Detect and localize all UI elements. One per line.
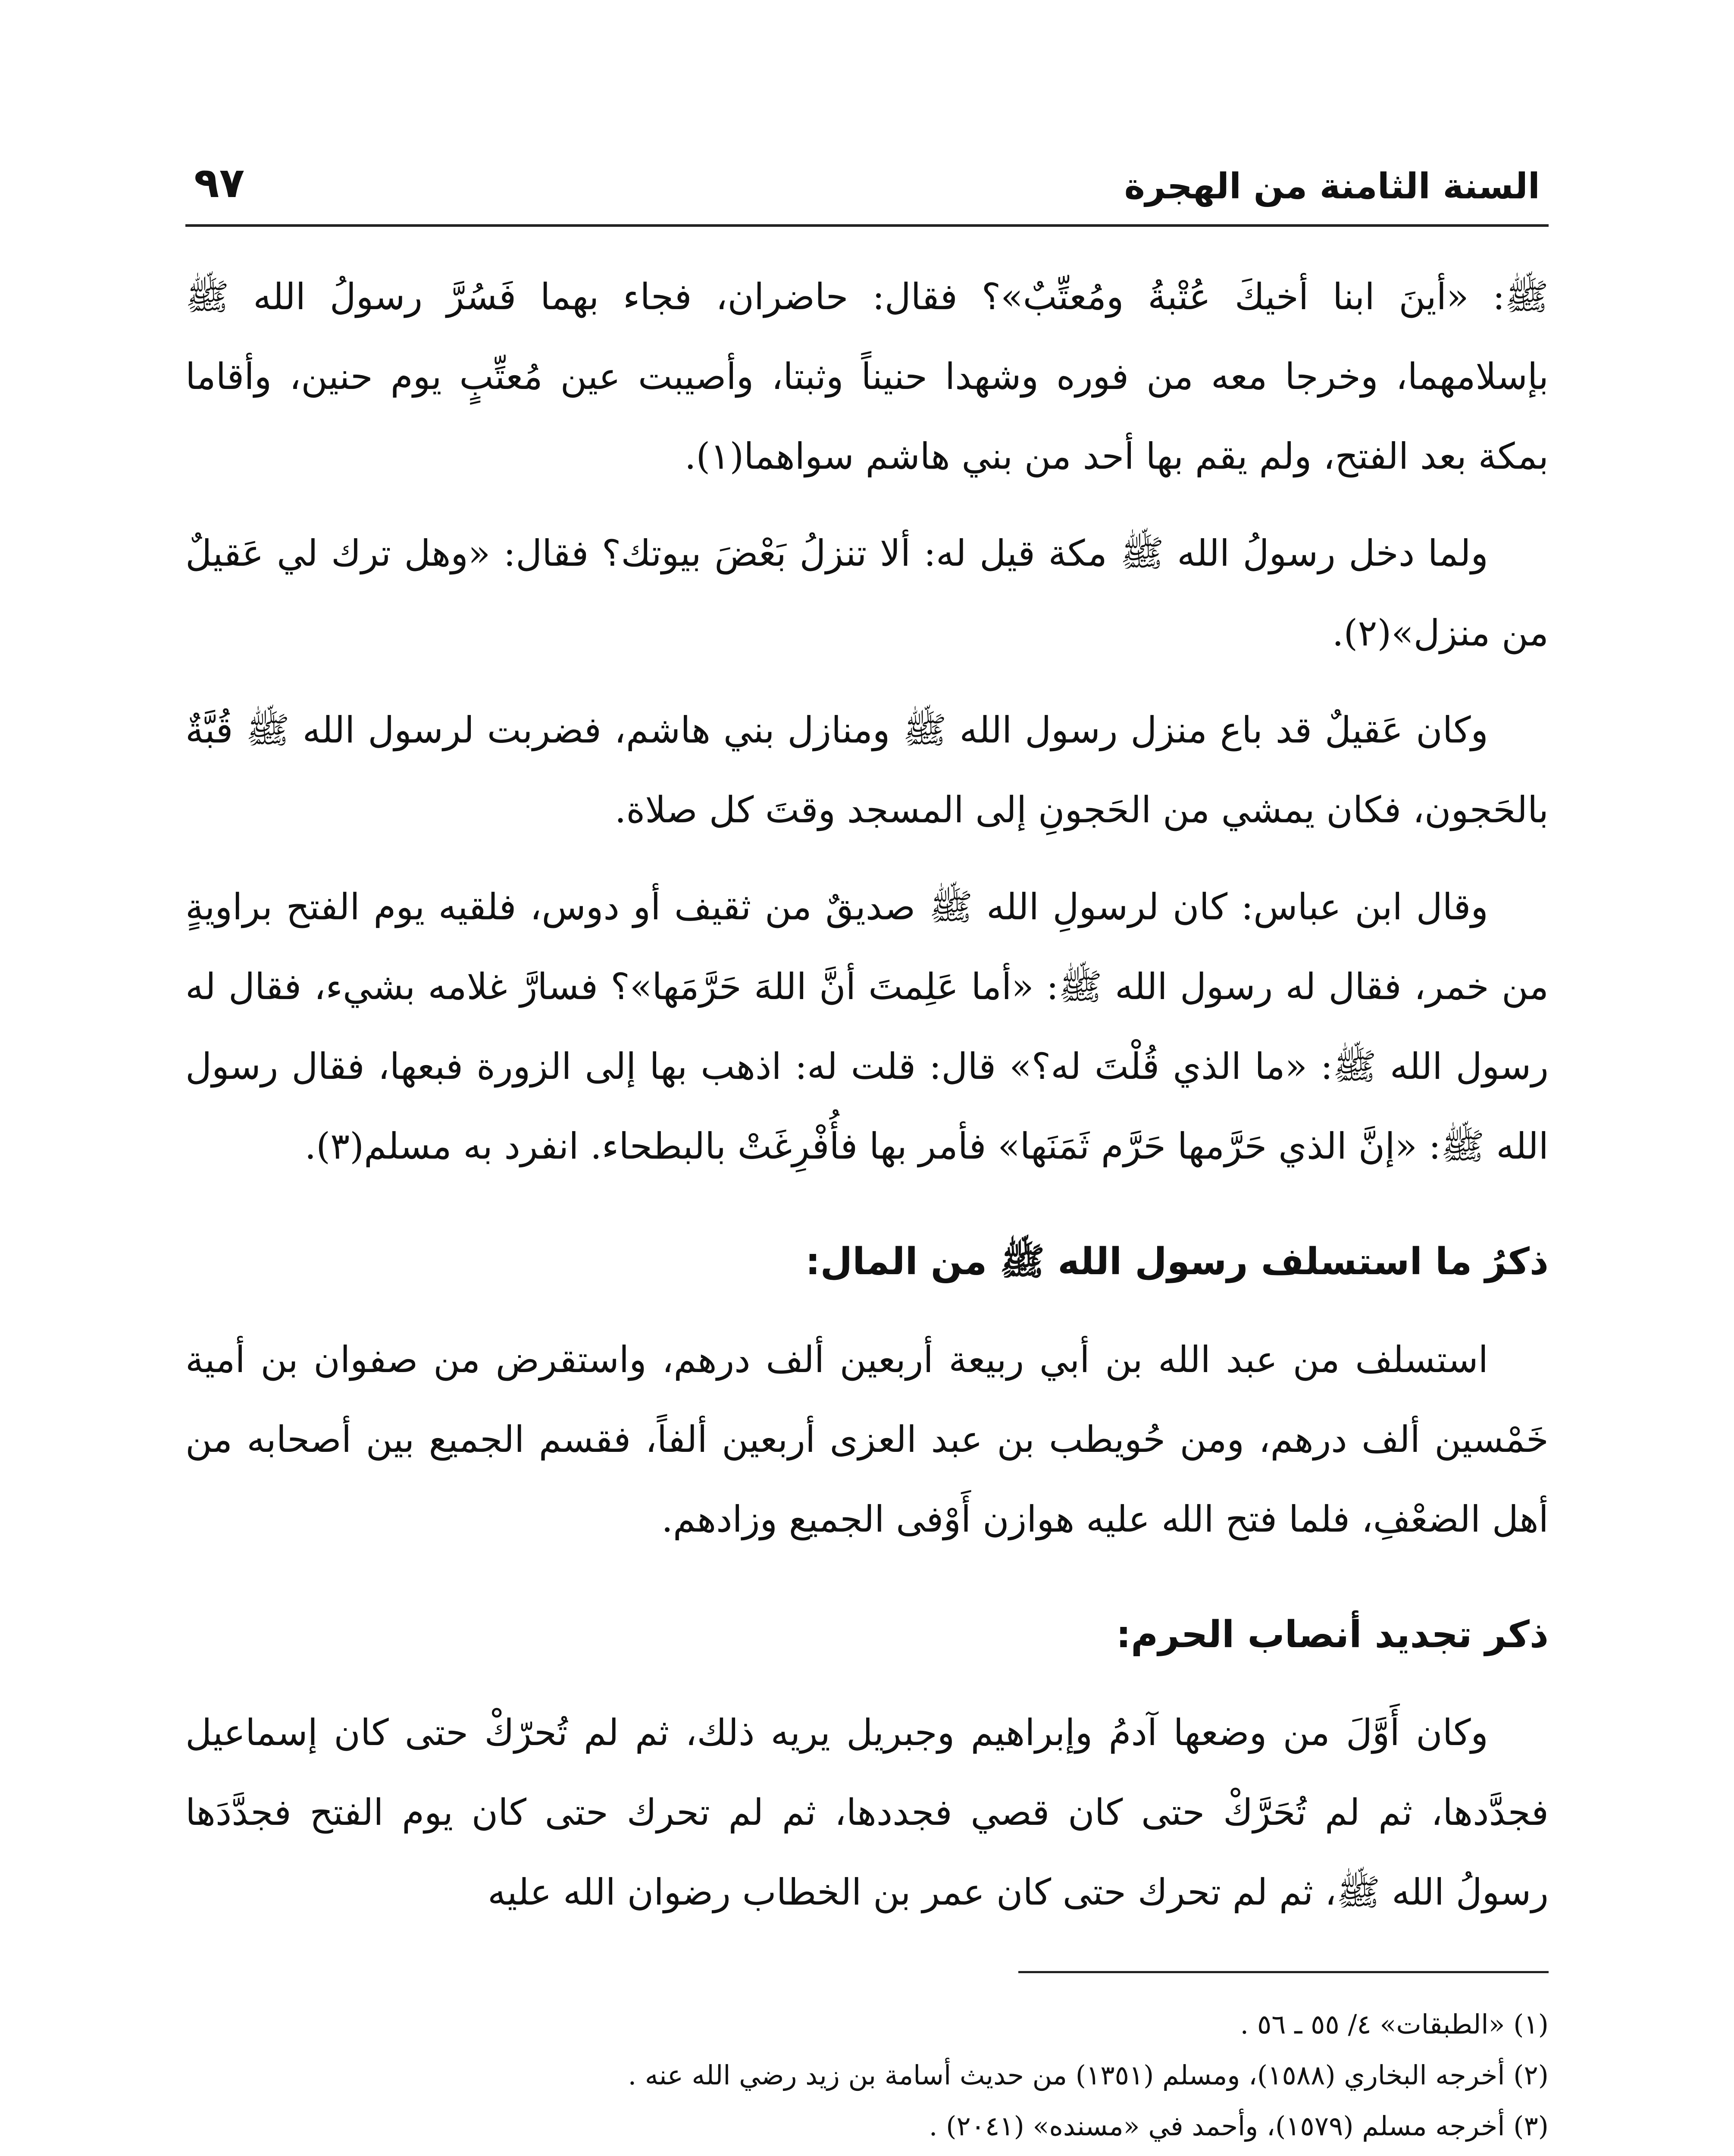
page-header [185, 142, 1549, 227]
paragraph-2: ولما دخل رسولُ الله ﷺ مكة قيل له: ألا تنزلُ بَعْضَ بيوتك؟ فقال: «وهل ترك لي عَقيلٌ من منزل»(٢). [185, 532, 1549, 654]
paragraph-3: وكان عَقيلٌ قد باع منزل رسول الله ﷺ ومنازل بني هاشم، فضربت لرسول الله ﷺ قُبَّةٌ بالحَجون، فكان يمشي من الحَجونِ إلى المسجد وقتَ كل صلاة. [185, 709, 1549, 831]
paragraph-5: استسلف من عبد الله بن أبي ربيعة أربعين ألف درهم، واستقرض من صفوان بن أمية خَمْسين ألف درهم، ومن حُويطب بن عبد العزى أربعين ألفاً، فقسم الجميع بين أصحابه من أهل الضعْفِ، فلما فتح الله عليه هوازن أَوْفى الجميع وزادهم. [185, 1338, 1549, 1540]
paragraph-6: وكان أَوَّلَ من وضعها آدمُ وإبراهيم وجبريل يريه ذلك، ثم لم تُحرّكْ حتى كان إسماعيل فجدَّدها، ثم لم تُحَرَّكْ حتى كان قصي فجددها، ثم لم تحرك حتى كان يوم الفتح فجدَّدَها رسولُ الله ﷺ، ثم لم تحرك حتى كان عمر بن الخطاب رضوان الله عليه [185, 1711, 1549, 1913]
page-number: ٩٧ [194, 159, 245, 207]
main-text [185, 257, 1549, 1932]
footnote-divider [1018, 1971, 1549, 1973]
paragraph-1: ﷺ: «أينَ ابنا أخيكَ عُتْبةُ ومُعتِّبٌ»؟ فقال: حاضران، فجاء بهما فَسُرَّ رسولُ الله ﷺ بإسلامهما، وخرجا معه من فوره وشهدا حنيناً وثبتا، وأصيبت عين مُعتِّبٍ يوم حنين، وأقاما بمكة بعد الفتح، ولم يقم بها أحد من بني هاشم سواهما(١). [185, 276, 1549, 477]
footnote-3: (٣) أخرجه مسلم (١٥٧٩)، وأحمد في «مسنده» (٢٠٤١) . [929, 2110, 1549, 2142]
paragraph-4: وقال ابن عباس: كان لرسولِ الله ﷺ صديقٌ من ثقيف أو دوس، فلقيه يوم الفتح براويةٍ من خمر، فقال له رسول الله ﷺ: «أما عَلِمتَ أنَّ اللهَ حَرَّمَها»؟ فسارَّ غلامه بشيء، فقال له رسول الله ﷺ: «ما الذي قُلْتَ له؟» قال: قلت له: اذهب بها إلى الزورة فبعها، فقال رسول الله ﷺ: «إنَّ الذي حَرَّمها حَرَّم ثَمَنَها» فأمر بها فأُفْرِغَتْ بالبطحاء. انفرد به مسلم(٣). [185, 886, 1549, 1167]
footnote-1: (١) «الطبقات» ٤/ ٥٥ ـ ٥٦ . [1240, 2009, 1549, 2040]
footnotes [185, 1999, 1549, 2152]
section-heading-boundary-markers: ذكر تجديد أنصاب الحرم: [1116, 1613, 1549, 1656]
footnote-2: (٢) أخرجه البخاري (١٥٨٨)، ومسلم (١٣٥١) من حديث أسامة بن زيد رضي الله عنه . [628, 2059, 1549, 2091]
section-heading-loans: ذكرُ ما استسلف رسول الله ﷺ من المال: [805, 1240, 1549, 1283]
running-title: السنة الثامنة من الهجرة [1124, 166, 1540, 207]
